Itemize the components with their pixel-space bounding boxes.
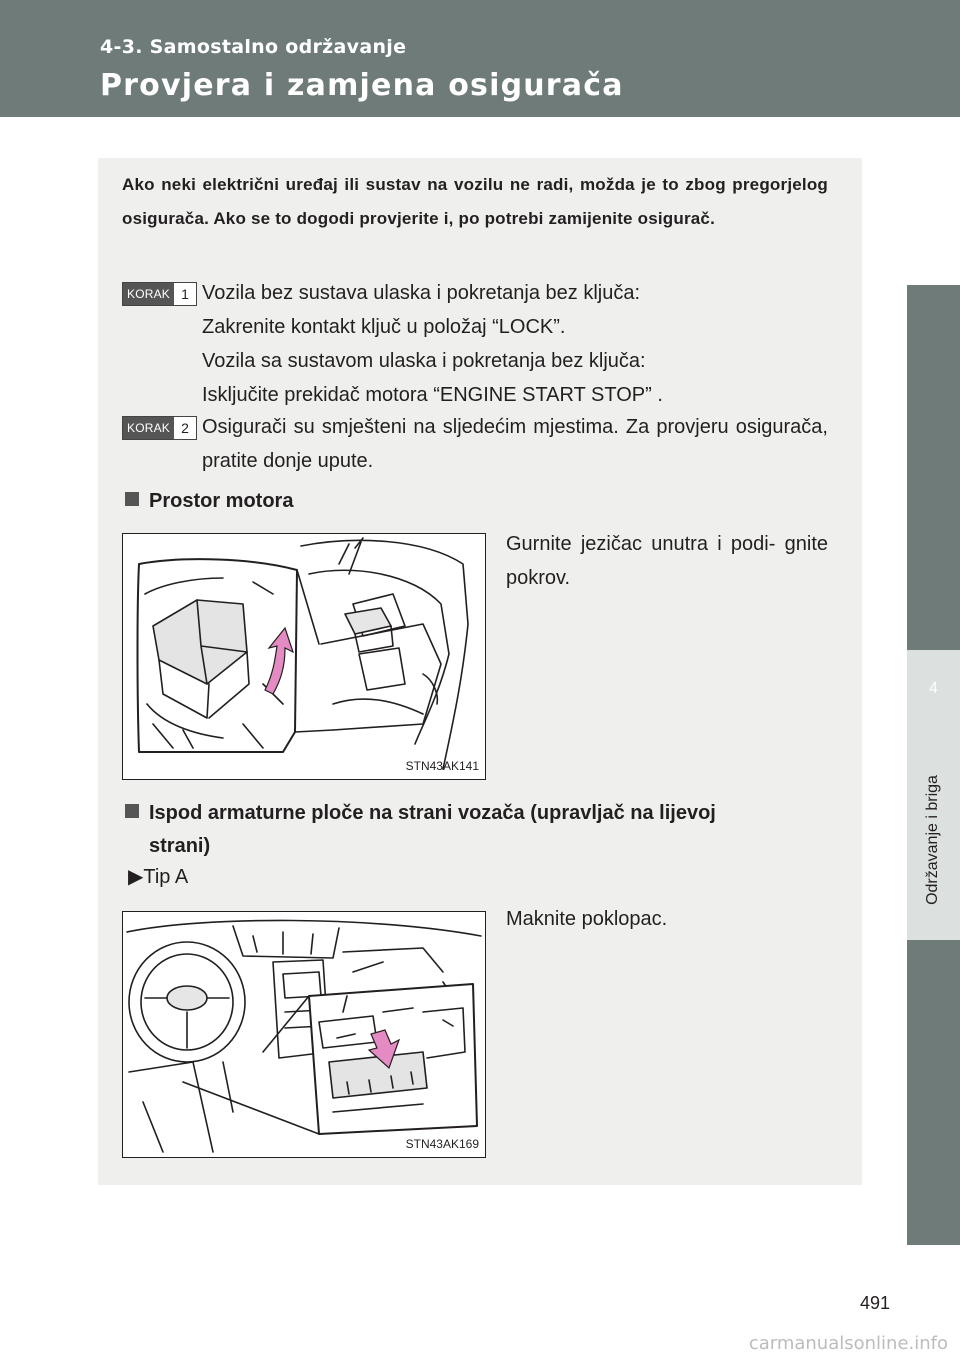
section-label: 4-3. Samostalno održavanje [100,36,407,58]
dashboard-figure [122,911,486,1158]
engine-bay-figure [122,533,486,780]
section-heading-engine: Prostor motora [125,484,293,518]
dashboard-illustration [123,912,485,1157]
step-line: Vozila sa sustavom ulaska i pokretanja bez ključa: [202,350,646,372]
page-number: 491 [860,1293,891,1313]
step-badge [122,282,197,306]
figure-code: STN43AK169 [405,1137,479,1151]
figure-code: STN43AK141 [405,759,479,773]
step-badge-label: KORAK [123,417,174,439]
watermark: carmanualsonline.info [748,1333,948,1354]
tip-label: ▶Tip A [128,866,189,888]
step-badge [122,416,197,440]
step-line: Vozila bez sustava ulaska i pokretanja bez ključa: [202,282,641,304]
step-badge-label: KORAK [123,283,174,305]
square-bullet-icon [125,804,139,818]
engine-bay-illustration [123,534,485,779]
step-line: Zakrenite kontakt ključ u položaj “LOCK”. [202,316,566,338]
section-heading-dashboard-cont: strani) [149,835,211,857]
page-title: Provjera i zamjena osigurača [100,68,624,103]
step-text: Osigurači su smješteni na sljedećim mjestima. Za provjeru osigurača, pratite donje upute. [202,416,828,472]
chapter-number: 4 [929,680,938,697]
figure-caption: Maknite poklopac. [506,908,668,930]
figure-caption: Gurnite jezičac unutra i podi- gnite pokrov. [506,533,828,589]
right-triangle-icon: ▶ [128,866,144,888]
step-text [202,276,828,412]
section-heading-dashboard: Ispod armaturne ploče na strani vozača (upravljač na lijevoj [125,796,831,830]
step-line: Isključite prekidač motora “ENGINE START STOP” . [202,384,663,406]
square-bullet-icon [125,492,139,506]
step-badge-number: 2 [181,420,189,436]
intro-paragraph: Ako neki električni uređaj ili sustav na vozilu ne radi, možda je to zbog pregorjelog osigurača. Ako se to dogodi provjerite i, po potrebi zamijenite osigurač. [122,175,828,228]
step-badge-number: 1 [181,286,189,302]
chapter-label: Održavanje i briga [924,775,941,905]
